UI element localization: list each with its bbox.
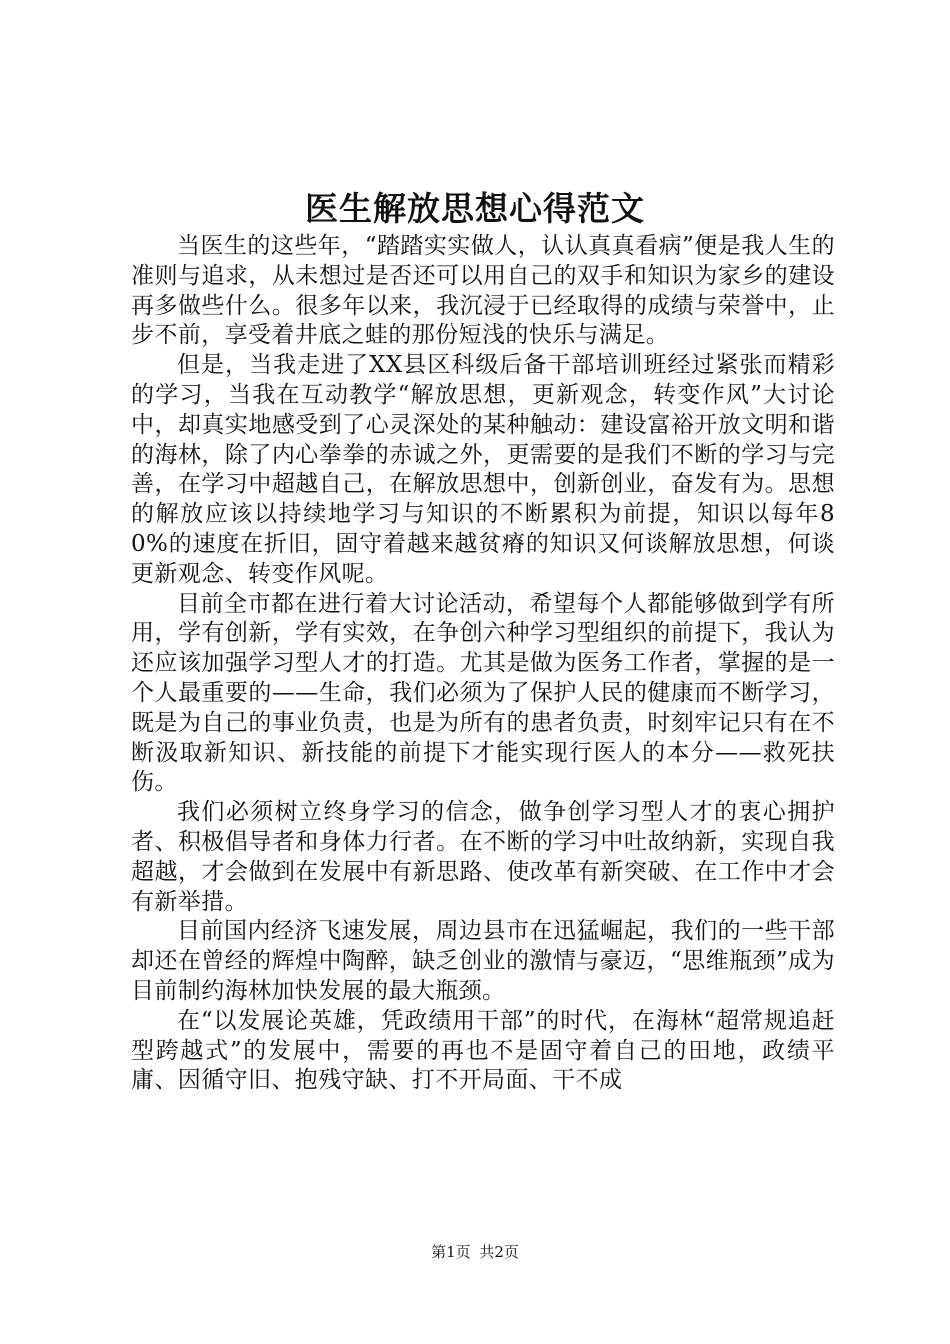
paragraph: 我们必须树立终身学习的信念，做争创学习型人才的衷心拥护者、积极倡导者和身体力行者。在不断的学习中吐故纳新，实现自我超越，才会做到在发展中有新思路、使改革有新突破、在工作中才会有新举措。 [131,799,835,915]
page-footer [0,1242,950,1262]
paragraph: 当医生的这些年，“踏踏实实做人，认认真真看病”便是我人生的准则与追求，从未想过是否还可以用自己的双手和知识为家乡的建设再多做些什么。很多年以来，我沉浸于已经取得的成绩与荣誉中，止步不前，享受着井底之蛙的那份短浅的快乐与满足。 [131,233,835,349]
page-total: 共2页 [479,1243,519,1261]
document-title: 医生解放思想心得范文 [305,189,645,228]
paragraph: 目前国内经济飞速发展，周边县市在迅猛崛起，我们的一些干部却还在曾经的辉煌中陶醉，缺乏创业的激情与豪迈，“思维瓶颈”成为目前制约海林加快发展的最大瓶颈。 [131,918,835,1004]
paragraph: 但是，当我走进了XX县区科级后备干部培训班经过紧张而精彩的学习，当我在互动教学“解放思想，更新观念，转变作风”大讨论中，却真实地感受到了心灵深处的某种触动：建设富裕开放文明和谐的海林，除了内心拳拳的赤诚之外，更需要的是我们不断的学习与完善，在学习中超越自己，在解放思想中，创新创业，奋发有为。思想的解放应该以持续地学习与知识的不断累积为前提，知识以每年80%的速度在折旧，固守着越来越贫瘠的知识又何谈解放思想，何谈更新观念、转变作风呢。 [131,352,835,587]
page-number: 第1页 [431,1243,471,1261]
paragraph: 目前全市都在进行着大讨论活动，希望每个人都能够做到学有所用，学有创新，学有实效，在争创六种学习型组织的前提下，我认为还应该加强学习型人才的打造。尤其是做为医务工作者，掌握的是一个人最重要的——生命，我们必须为了保护人民的健康而不断学习，既是为自己的事业负责，也是为所有的患者负责，时刻牢记只有在不断汲取新知识、新技能的前提下才能实现行医人的本分——救死扶伤。 [131,590,835,796]
paragraph: 在“以发展论英雄，凭政绩用干部”的时代，在海林“超常规追赶型跨越式”的发展中，需要的再也不是固守着自己的田地，政绩平庸、因循守旧、抱残守缺、打不开局面、干不成 [131,1007,835,1094]
document-body [131,232,835,1096]
